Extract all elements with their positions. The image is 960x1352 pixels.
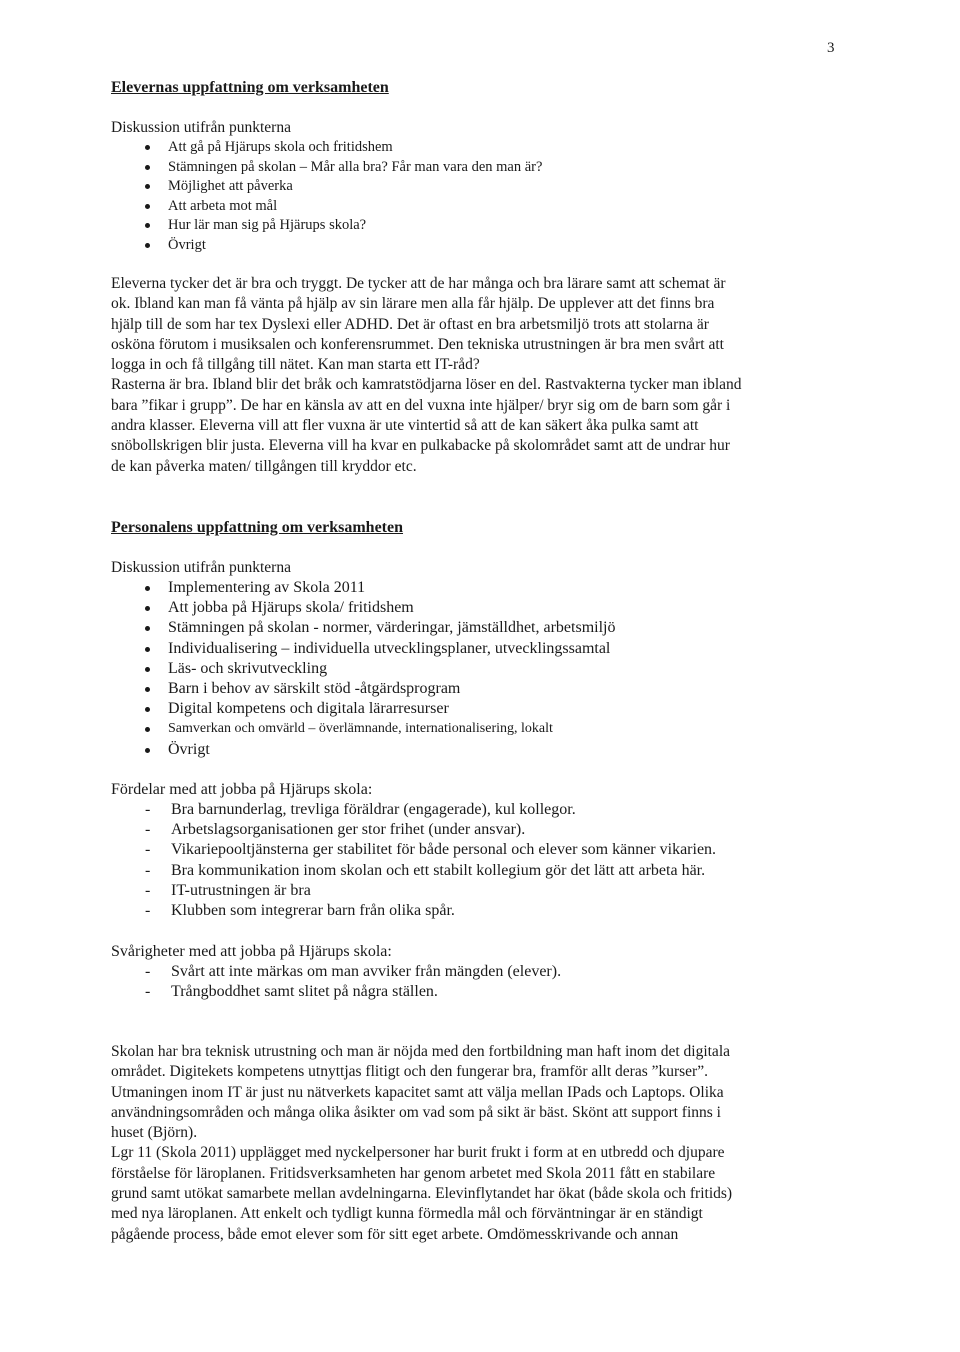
list-item: Att gå på Hjärups skola och fritidshem (111, 138, 831, 158)
text-line: pågående process, både emot elever som för sitt eget arbete. Omdömesskrivande och annan (111, 1225, 679, 1243)
text-line: Rasterna är bra. Ibland blir det bråk och kamratstödjarna löser en del. Rastvakterna tycker man ibland (111, 376, 742, 394)
list-item: - Klubben som integrerar barn från olika spår. (111, 901, 831, 921)
personal-intro: Diskussion utifrån punkterna (111, 559, 291, 576)
list-item: - IT-utrustningen är bra (111, 881, 831, 901)
list-item: Stämningen på skolan – Mår alla bra? Får man vara den man är? (111, 158, 831, 178)
personal-heading: Personalens uppfattning om verksamheten (111, 519, 404, 536)
text-line: huset (Björn). (111, 1124, 198, 1142)
list-item: Att jobba på Hjärups skola/ fritidshem (111, 598, 831, 618)
elever-section (111, 78, 831, 98)
list-item: Möjlighet att påverka (111, 177, 831, 197)
svarigheter-list (111, 962, 831, 1002)
text-line: Lgr 11 (Skola 2011) upplägget med nyckelpersoner har burit frukt i form at en utbredd och djupare (111, 1144, 725, 1162)
fordelar-block (111, 780, 831, 800)
list-item: Hur lär man sig på Hjärups skola? (111, 216, 831, 236)
closing-body (111, 1042, 831, 1245)
svarigheter-block (111, 942, 831, 962)
elever-bullets-block (111, 138, 831, 255)
svarigheter-heading: Svårigheter med att jobba på Hjärups skola: (111, 943, 392, 960)
elever-intro-block (111, 118, 831, 138)
text-line: förståelse för läroplanen. Fritidsverksamheten har genom arbetet med Skola 2011 fått en stabilare (111, 1164, 716, 1182)
list-item: Barn i behov av särskilt stöd -åtgärdsprogram (111, 679, 831, 699)
list-item: Att arbeta mot mål (111, 197, 831, 217)
text-line: ok. Ibland kan man få vänta på hjälp av sin lärare men alla får hjälp. De upplever att det finns bra (111, 295, 715, 313)
text-line: användningsområden och många olika åsikter om vad som på sikt är bäst. Skönt att support finns i (111, 1103, 721, 1121)
list-item: Övrigt (111, 740, 831, 760)
fordelar-heading: Fördelar med att jobba på Hjärups skola: (111, 781, 373, 798)
page-number: 3 (827, 40, 835, 56)
list-item: Samverkan och omvärld – överlämnande, internationalisering, lokalt (111, 719, 831, 739)
list-item: Individualisering – individuella utvecklingsplaner, utvecklingssamtal (111, 639, 831, 659)
list-item: Läs- och skrivutveckling (111, 659, 831, 679)
text-line: de kan påverka maten/ tillgången till kryddor etc. (111, 457, 417, 475)
list-item: - Arbetslagsorganisationen ger stor frihet (under ansvar). (111, 820, 831, 840)
text-line: hjälp till de som har tex Dyslexi eller ADHD. Det är oftast en bra arbetsmiljö trots att stolarna är (111, 315, 709, 333)
personal-bullet-list (111, 578, 831, 760)
list-item: - Bra barnunderlag, trevliga föräldrar (engagerade), kul kollegor. (111, 800, 831, 820)
list-item: Digital kompetens och digitala lärarresurser (111, 699, 831, 719)
text-line: bara ”fikar i grupp”. De har en känsla av att en del vuxna inte hjälper/ bryr sig om de barn som går i (111, 396, 731, 414)
text-line: grund samt utökat samarbete mellan avdelningarna. Elevinflytandet har ökat (både skola och fritids) (111, 1185, 733, 1203)
list-item: - Trångboddhet samt slitet på några ställen. (111, 982, 831, 1002)
fordelar-list (111, 800, 831, 921)
svarigheter-list-block (111, 962, 831, 1002)
list-item: Övrigt (111, 236, 831, 256)
text-line: Skolan har bra teknisk utrustning och man är nöjda med den fortbildning man haft inom det digitala (111, 1043, 731, 1060)
text-line: Utmaningen inom IT är just nu nätverkets kapacitet samt att välja mellan IPads och Laptops. Olika (111, 1083, 724, 1101)
text-line: Eleverna tycker det är bra och tryggt. De tycker att de har många och bra lärare samt att schemat är (111, 275, 726, 292)
personal-bullets-block (111, 578, 831, 760)
list-item: Stämningen på skolan - normer, värderingar, jämställdhet, arbetsmiljö (111, 618, 831, 638)
elever-bullet-list (111, 138, 831, 255)
text-line: snöbollskrigen blir justa. Eleverna vill ha kvar en pulkabacke på skolområdet samt att de undrar hur (111, 437, 730, 455)
elever-body (111, 274, 831, 477)
text-line: logga in och få tillgång till nätet. Kan man starta ett IT-råd? (111, 356, 480, 374)
list-item: - Svårt att inte märkas om man avviker från mängden (elever). (111, 962, 831, 982)
personal-section (111, 518, 831, 538)
elever-heading: Elevernas uppfattning om verksamheten (111, 79, 389, 96)
fordelar-list-block (111, 800, 831, 921)
list-item: - Bra kommunikation inom skolan och ett stabilt kollegium gör det lätt att arbeta här. (111, 861, 831, 881)
text-line: andra klasser. Eleverna vill att fler vuxna är ute vintertid så att de kan säkert åka pulka samt att (111, 417, 699, 435)
elever-intro: Diskussion utifrån punkterna (111, 119, 291, 136)
list-item: - Vikariepooltjänsterna ger stabilitet för både personal och elever som känner vikarien. (111, 840, 831, 860)
text-line: området. Digitekets kompetens utnyttjas flitigt och den fungerar bra, framför allt deras ”kurser”. (111, 1063, 708, 1081)
text-line: med nya läroplanen. Att enkelt och tydligt kunna förmedla mål och förväntningar är en ständigt (111, 1205, 703, 1223)
personal-intro-block (111, 558, 831, 578)
text-line: osköna förutom i musiksalen och konferensrummet. Den tekniska utrustningen är bra men svårt att (111, 335, 724, 353)
list-item: Implementering av Skola 2011 (111, 578, 831, 598)
